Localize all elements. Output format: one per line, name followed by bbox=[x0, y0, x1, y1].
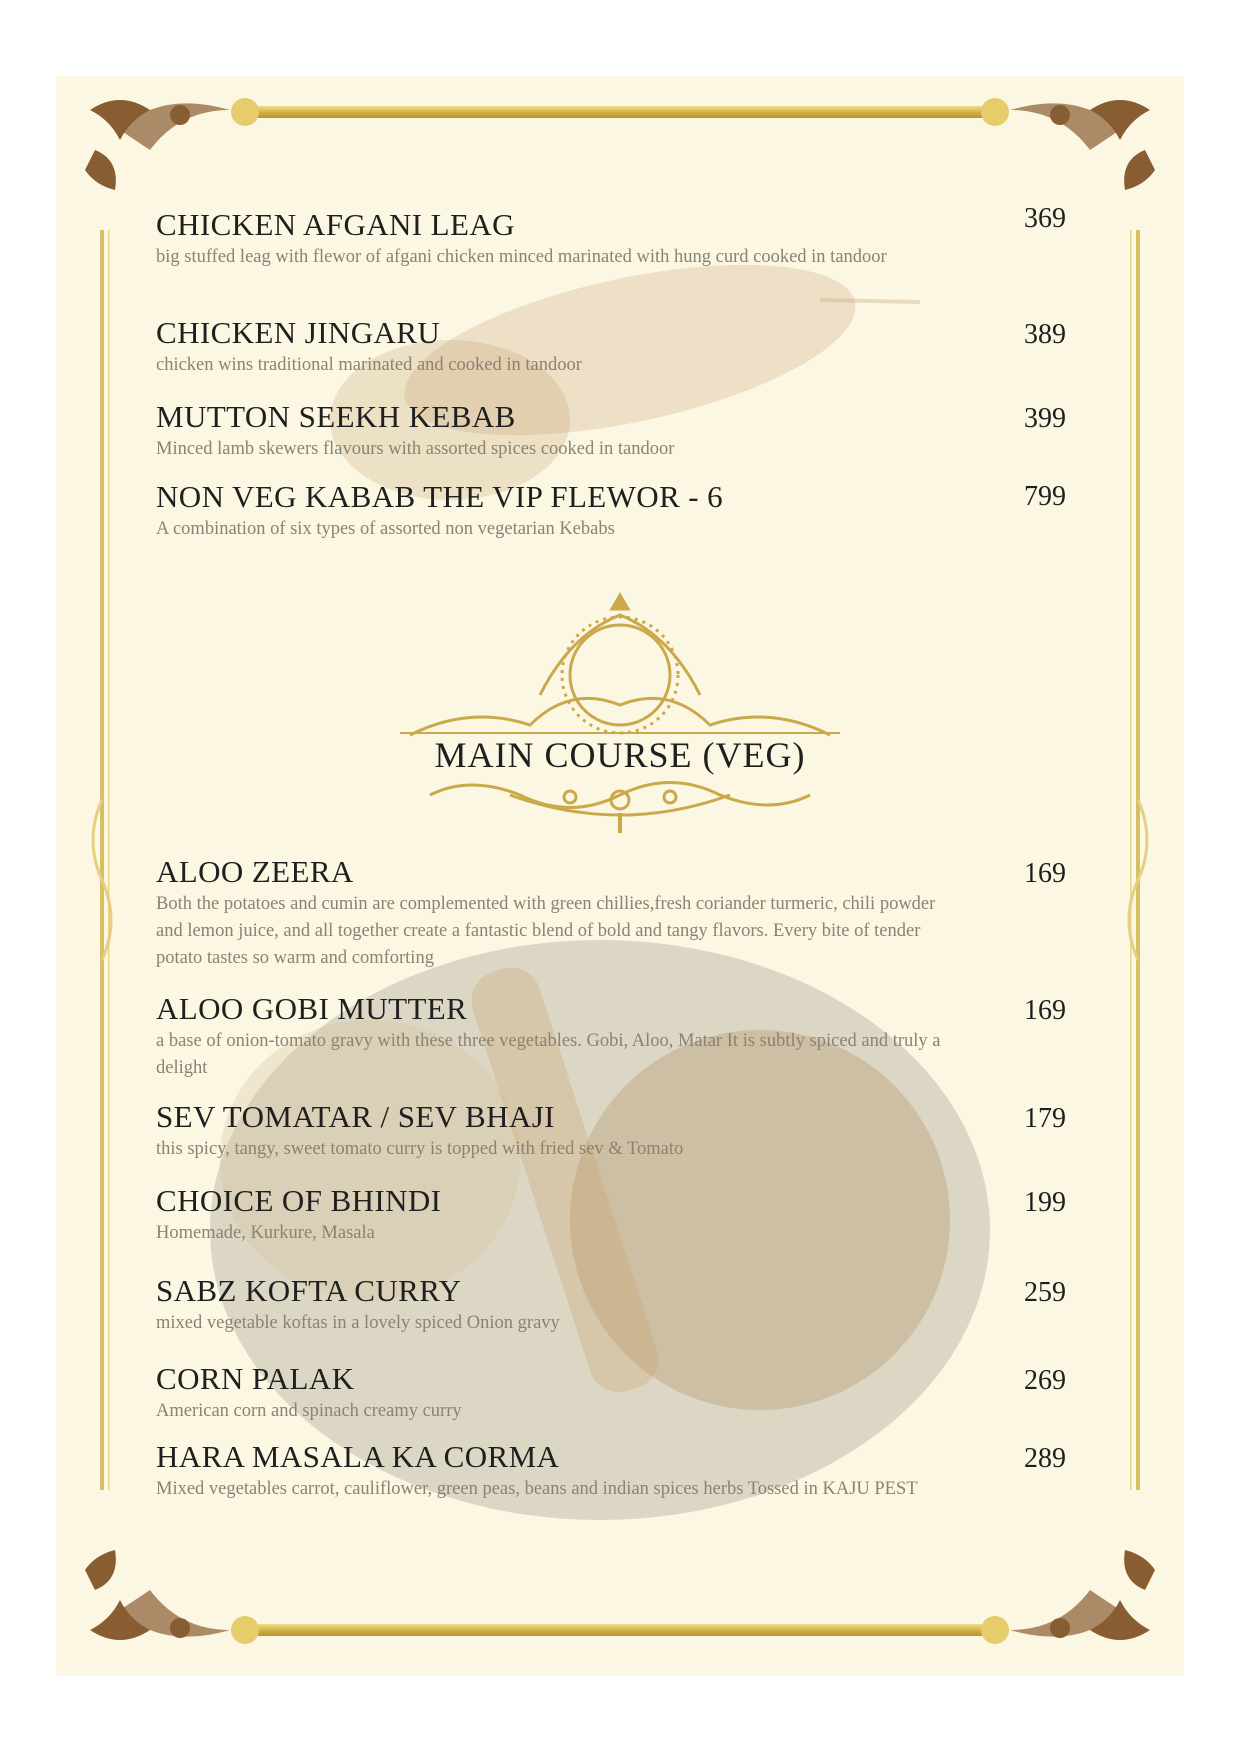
item-price: 799 bbox=[1024, 481, 1066, 512]
item-price: 389 bbox=[1024, 319, 1066, 350]
item-description: mixed vegetable koftas in a lovely spiced Onion gravy bbox=[156, 1313, 560, 1333]
list-item bbox=[156, 400, 1076, 463]
item-name: CORN PALAK bbox=[156, 1361, 355, 1396]
item-description: Mixed vegetables carrot, cauliflower, green peas, beans and indian spices herbs Tossed in KAJU PEST bbox=[156, 1479, 918, 1499]
item-name: HARA MASALA KA CORMA bbox=[156, 1439, 560, 1474]
item-name: ALOO ZEERA bbox=[156, 854, 354, 889]
item-price: 179 bbox=[1024, 1103, 1066, 1134]
item-name: SABZ KOFTA CURRY bbox=[156, 1273, 462, 1308]
item-description: American corn and spinach creamy curry bbox=[156, 1401, 462, 1421]
list-item bbox=[156, 480, 1076, 543]
list-item bbox=[156, 1184, 1076, 1247]
item-name: CHOICE OF BHINDI bbox=[156, 1183, 442, 1218]
item-name: CHICKEN AFGANI LEAG bbox=[156, 207, 515, 242]
item-name: CHICKEN JINGARU bbox=[156, 315, 441, 350]
list-item bbox=[156, 316, 1076, 379]
item-description: Minced lamb skewers flavours with assorted spices cooked in tandoor bbox=[156, 439, 675, 459]
item-description: chicken wins traditional marinated and cooked in tandoor bbox=[156, 355, 582, 375]
item-name: SEV TOMATAR / SEV BHAJI bbox=[156, 1099, 555, 1134]
list-item bbox=[156, 855, 1076, 972]
list-item bbox=[156, 1100, 1076, 1163]
item-price: 199 bbox=[1024, 1187, 1066, 1218]
item-price: 369 bbox=[1024, 203, 1066, 234]
list-item bbox=[156, 992, 1076, 1082]
list-item bbox=[156, 1274, 1076, 1337]
item-price: 169 bbox=[1024, 995, 1066, 1026]
section-title: MAIN COURSE (VEG) bbox=[434, 735, 806, 775]
item-price: 289 bbox=[1024, 1443, 1066, 1474]
item-price: 269 bbox=[1024, 1365, 1066, 1396]
item-price: 259 bbox=[1024, 1277, 1066, 1308]
item-description: A combination of six types of assorted non vegetarian Kebabs bbox=[156, 519, 615, 539]
item-price: 169 bbox=[1024, 858, 1066, 889]
item-name: MUTTON SEEKH KEBAB bbox=[156, 399, 516, 434]
item-description: Homemade, Kurkure, Masala bbox=[156, 1223, 375, 1243]
item-price: 399 bbox=[1024, 403, 1066, 434]
item-description: Both the potatoes and cumin are complemented with green chillies,fresh coriander turmeric, chili powder and lemon juice, and all together create a fantastic blend of bold and tangy flavors. Every bite of tender potato tastes so warm and comforting bbox=[156, 894, 936, 968]
item-description: big stuffed leag with flewor of afgani chicken minced marinated with hung curd cooked in tandoor bbox=[156, 247, 887, 267]
item-name: NON VEG KABAB THE VIP FLEWOR - 6 bbox=[156, 479, 724, 514]
item-description: a base of onion-tomato gravy with these three vegetables. Gobi, Aloo, Matar It is subtly spiced and truly a delight bbox=[156, 1031, 941, 1078]
item-description: this spicy, tangy, sweet tomato curry is topped with fried sev & Tomato bbox=[156, 1139, 684, 1159]
list-item bbox=[156, 1362, 1076, 1425]
item-name: ALOO GOBI MUTTER bbox=[156, 991, 468, 1026]
list-item bbox=[156, 208, 1076, 271]
list-item bbox=[156, 1440, 1076, 1503]
